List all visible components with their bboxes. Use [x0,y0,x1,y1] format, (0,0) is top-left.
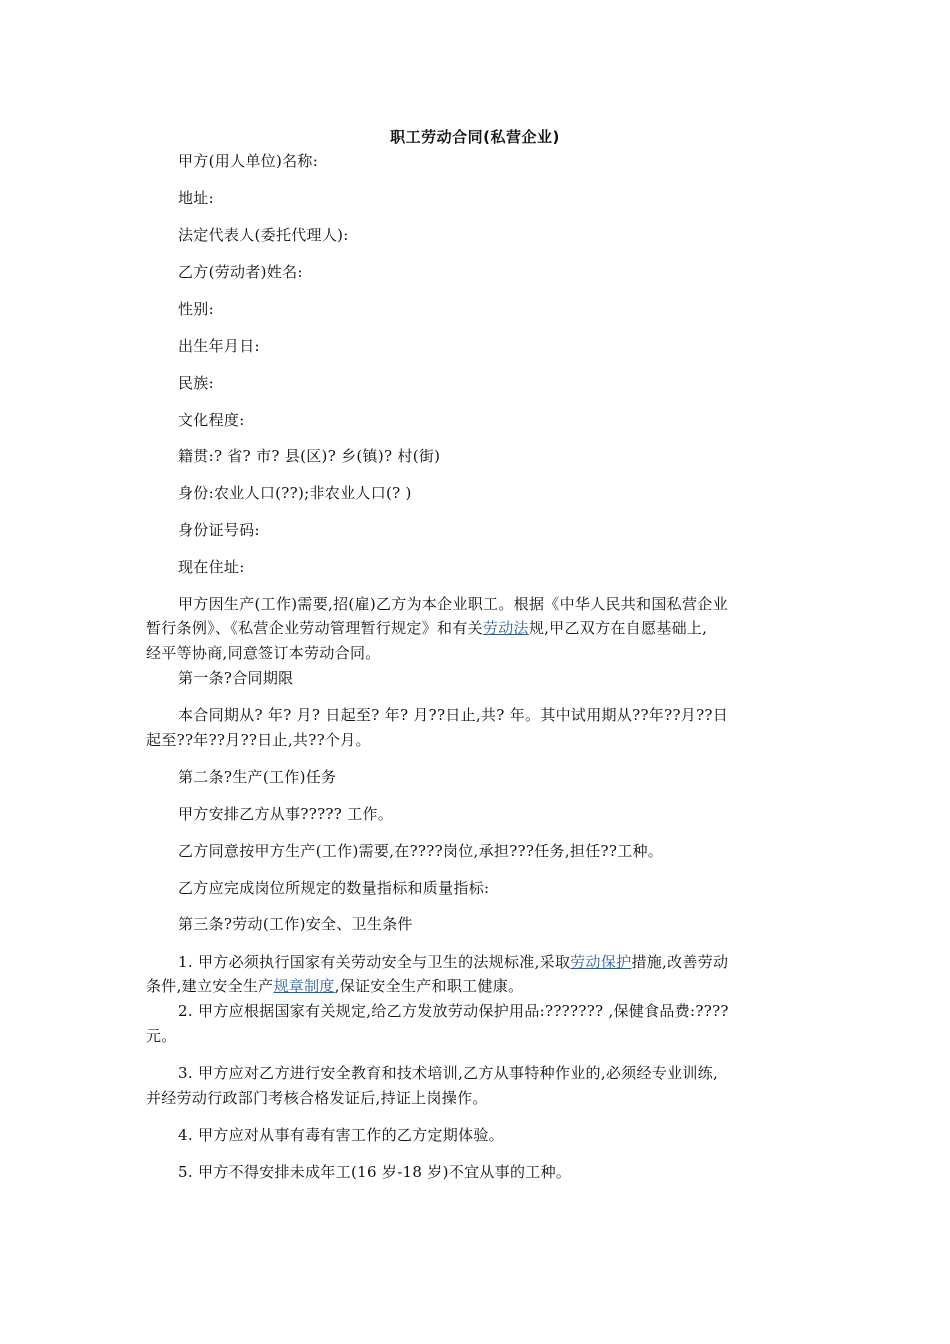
article-3-item-1-line-2 [146,974,523,998]
field-gender: 性别: [178,300,214,318]
article-3-item-3-line-2: 并经劳动行政部门考核合格发证后,持证上岗操作。 [146,1089,488,1107]
article-2-paragraph-1: 甲方安排乙方从事????? 工作。 [178,805,394,823]
field-ethnicity: 民族: [178,374,214,392]
article-3-item-1-line-1 [178,950,728,974]
intro-line-1: 甲方因生产(工作)需要,招(雇)乙方为本企业职工。根据《中华人民共和国私营企业 [178,595,728,613]
intro-line-2-text: 暂行条例》、《私营企业劳动管理暂行规定》和有关 [146,619,483,637]
rules-regulations-link[interactable]: 规章制度 [273,977,335,995]
field-native-place: 籍贯:? 省? 市? 县(区)? 乡(镇)? 村(街) [178,447,441,465]
field-address: 地址: [178,189,214,207]
article-2-paragraph-3: 乙方应完成岗位所规定的数量指标和质量指标: [178,879,490,897]
document-title: 职工劳动合同(私营企业) [390,128,560,146]
article-3-item-3-line-1: 3. 甲方应对乙方进行安全教育和技术培训,乙方从事特种作业的,必须经专业训练, [178,1064,719,1082]
item-1-line-2-tail: ,保证安全生产和职工健康。 [334,977,524,995]
item-1-text: 1. 甲方必须执行国家有关劳动安全与卫生的法规标准,采取 [178,953,571,971]
article-3-item-5: 5. 甲方不得安排未成年工(16 岁-18 岁)不宜从事的工种。 [178,1163,572,1181]
field-legal-rep: 法定代表人(委托代理人): [178,226,349,244]
labor-law-link[interactable]: 劳动法 [482,619,529,637]
intro-line-2 [146,616,707,640]
field-employer-name: 甲方(用人单位)名称: [178,152,319,170]
article-3-item-2-line-1: 2. 甲方应根据国家有关规定,给乙方发放劳动保护用品:??????? ,保健食品费:???? [178,1002,729,1020]
article-1-line-2: 起至??年??月??日止,共??个月。 [146,731,371,749]
field-birth-date: 出生年月日: [178,337,260,355]
article-3-heading: 第三条?劳动(工作)安全、卫生条件 [178,915,413,933]
item-1-line-2-text: 条件,建立安全生产 [146,977,274,995]
article-3-item-2-line-2: 元。 [146,1027,177,1045]
article-1-line-1: 本合同期从? 年? 月? 日起至? 年? 月??日止,共? 年。其中试用期从??年??月??日 [178,706,729,724]
article-2-heading: 第二条?生产(工作)任务 [178,768,337,786]
article-3-item-4: 4. 甲方应对从事有毒有害工作的乙方定期体验。 [178,1126,504,1144]
field-employee-name: 乙方(劳动者)姓名: [178,263,303,281]
field-id-number: 身份证号码: [178,521,260,539]
article-1-heading: 第一条?合同期限 [178,669,294,687]
field-education: 文化程度: [178,411,245,429]
field-current-address: 现在住址: [178,558,245,576]
intro-line-3: 经平等协商,同意签订本劳动合同。 [146,644,381,662]
labor-protection-link[interactable]: 劳动保护 [570,953,632,971]
article-2-paragraph-2: 乙方同意按甲方生产(工作)需要,在????岗位,承担???任务,担任??工种。 [178,842,664,860]
intro-line-2-tail: 规,甲乙双方在自愿基础上, [528,619,708,637]
field-identity: 身份:农业人口(??);非农业人口(? ) [178,484,412,502]
item-1-tail: 措施,改善劳动 [631,953,729,971]
